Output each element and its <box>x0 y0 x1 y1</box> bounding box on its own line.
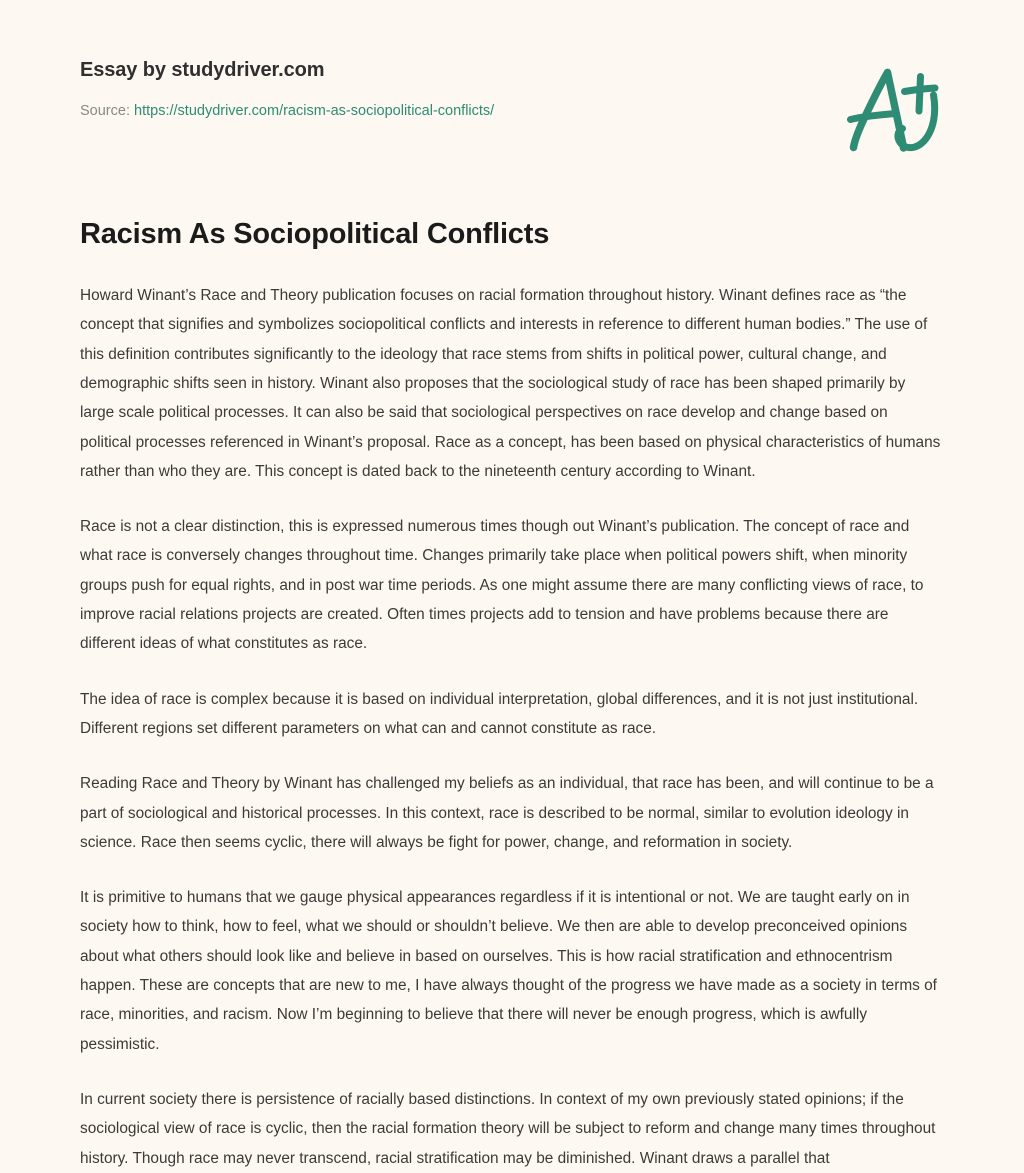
source-line <box>80 102 944 121</box>
paragraph: Reading Race and Theory by Winant has challenged my beliefs as an individual, that race has been, and will continue to be a part of sociological and historical processes. In this context, race is described to be normal, similar to evolution ideology in science. Race then seems cyclic, there will always be fight for power, change, and reformation in society. <box>80 775 934 851</box>
studydriver-a-plus-logo-icon <box>838 62 944 158</box>
essay-body <box>80 252 942 1173</box>
byline: Essay by studydriver.com <box>80 59 325 81</box>
paragraph: In current society there is persistence of racially based distinctions. In context of my own previously stated opinions; if the sociological view of race is cyclic, then the racial formation theory will be subject to reform and change many times throughout history. Though race may never transcend, racial stratification may be diminished. Winant draws a parallel that <box>80 1090 936 1167</box>
source-label: Source: <box>80 103 130 119</box>
page-header <box>80 0 944 121</box>
paragraph: It is primitive to humans that we gauge physical appearances regardless if it is intentional or not. We are taught early on in society how to think, how to feel, what we should or shouldn’t believe. We then are able to develop preconceived opinions about what others should look like and believe in based on ourselves. This is how racial stratification and ethnocentrism happen. These are concepts that are new to me, I have always thought of the progress we have made as a society in terms of race, minorities, and racism. Now I’m beginning to believe that there will never be enough progress, which is awfully pessimistic. <box>80 889 937 1053</box>
page-title: Racism As Sociopolitical Conflicts <box>80 217 550 250</box>
paragraph: Race is not a clear distinction, this is expressed numerous times though out Winant’s publication. The concept of race and what race is conversely changes throughout time. Changes primarily take place when political powers shift, when minority groups push for equal rights, and in post war time periods. As one might assume there are many conflicting views of race, to improve racial relations projects are created. Often times projects add to tension and have problems because there are different ideas of what constitutes as race. <box>80 518 924 653</box>
paragraph: The idea of race is complex because it is based on individual interpretation, global differences, and it is not just institutional. Different regions set different parameters on what can and cannot constitute as race. <box>80 690 919 737</box>
source-url-link[interactable]: https://studydriver.com/racism-as-sociopolitical-conflicts/ <box>134 103 495 119</box>
paragraph: Howard Winant’s Race and Theory publication focuses on racial formation throughout history. Winant defines race as “the concept that signifies and symbolizes sociopolitical conflicts and interests in reference to different human bodies.” The use of this definition contributes significantly to the ideology that race stems from shifts in political power, cultural change, and demographic shifts seen in history. Winant also proposes that the sociological study of race has been shaped primarily by large scale political processes. It can also be said that sociological perspectives on race develop and change based on political processes referenced in Winant’s proposal. Race as a concept, has been based on physical characteristics of humans rather than who they are. This concept is dated back to the nineteenth century according to Winant. <box>80 287 941 480</box>
